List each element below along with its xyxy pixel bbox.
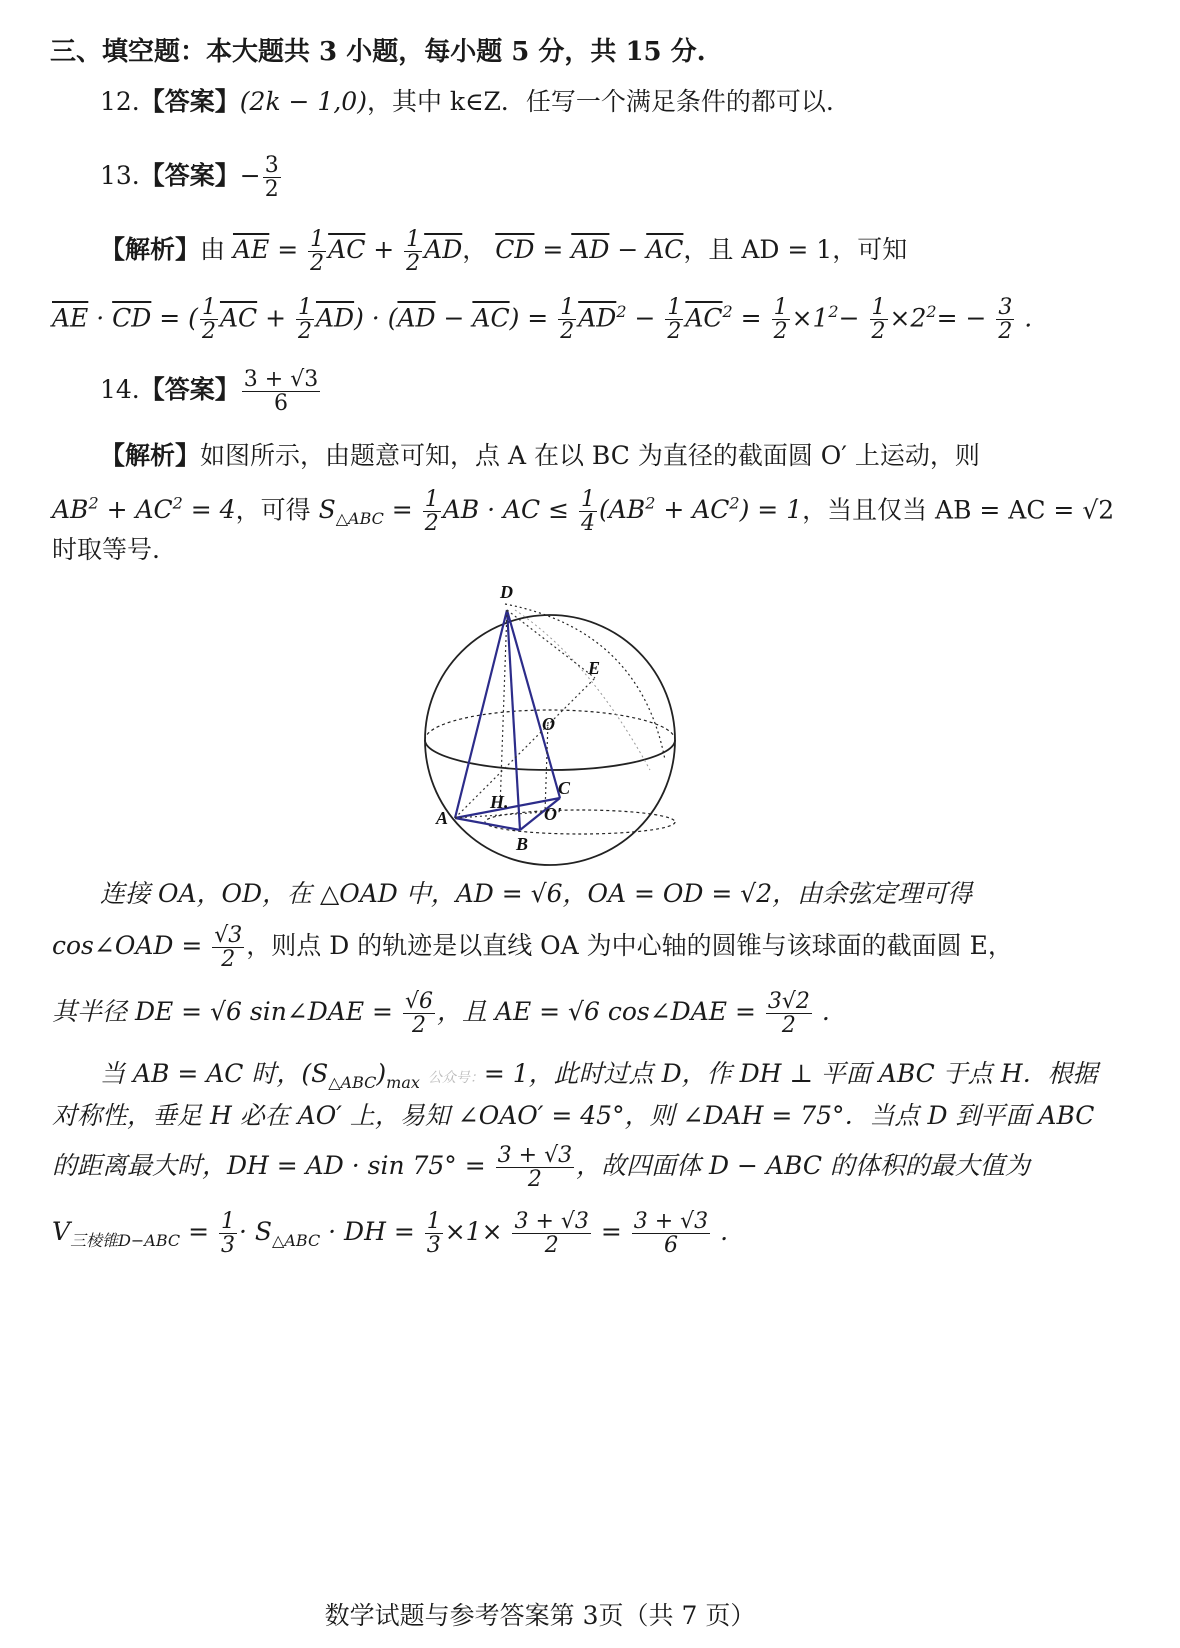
label-o: O [542, 714, 555, 734]
q14-eq-ab-ac: $AB^2 + AC^2 = 4$ [52, 494, 236, 525]
q13-tag: 【答案】 [139, 161, 240, 190]
sphere-tetrahedron-figure [420, 582, 690, 890]
q12-remark: ，其中 k∈Z．任写一个满足条件的都可以. [366, 87, 834, 116]
watermark-text: 公众号： [427, 1070, 484, 1086]
q14-analysis-tag: 【解析】 [100, 441, 201, 470]
q12-tag: 【答案】 [139, 87, 240, 116]
para3-line1: 当 AB = AC 时，$(S_{\triangle ABC})_{max}$ 公众号：= 1，此时过点 D，作 DH ⊥ 平面 ABC 于点 H．根据 [100, 1059, 1098, 1092]
q12-answer: (2k − 1,0) [239, 87, 367, 116]
q13-answer-fraction: $\frac{3}{2}$ [264, 152, 279, 202]
q14-analysis-line2: $AB^2 + AC^2 = 4$，可得 $S_{\triangle ABC}$ = $\frac{1}{2}$ AB · AC ≤ $\frac{1}{4}$ $(AB^2 + AC^2) = 1$，当且仅当 AB = AC = √2 [52, 487, 1115, 537]
para2-line1: 连接 OA，OD，在 △OAD 中，AD = √6，OA = OD = √2，由余弦定理可得 [100, 879, 973, 908]
q13-analysis-tag: 【解析】 [100, 235, 201, 264]
para2-line2: cos∠OAD = $\frac{√3}{2}$ ，则点 D 的轨迹是以直线 OA 为中心轴的圆锥与该球面的截面圆 E， [52, 922, 1013, 972]
section-header: 三、填空题：本大题共 3 小题，每小题 5 分，共 15 分. [50, 37, 706, 67]
para3-line4: $V_{三棱锥D-ABC}$ = $\frac{1}{3}$ · $S_{\triangle ABC}$ · DH = $\frac{1}{3}$ ×1× $\frac{3 + √3}{2}$ = $\frac{3 + √3}{6}$ . [52, 1208, 729, 1258]
label-h: H. [490, 792, 509, 812]
q14-analysis-line1: 【解析】如图所示，由题意可知，点 A 在以 BC 为直径的截面圆 O′ 上运动，则 [100, 441, 980, 470]
q14-tag: 【答案】 [139, 375, 240, 404]
q12-line [100, 82, 1180, 122]
q13-eq-cd: $\overline{CD} = \overline{AD} - \overline{AC}$ [495, 235, 684, 264]
circle-e-dotted [505, 604, 665, 760]
sphere-outline [425, 615, 675, 865]
page-footer: 数学试题与参考答案第 3页（共 7 页） [324, 1601, 756, 1630]
q13-number: 13. [100, 161, 140, 190]
label-e: E [588, 658, 601, 678]
label-b: B [516, 834, 529, 854]
q13-analysis-line1: 【解析】由 $\overline{AE}$ = $\frac{1}{2}$ $\overline{AC}$ + $\frac{1}{2}$ $\overline{AD}$， $\overline{CD} = \overline{AD} - \overline{AC}$，且 AD = 1，可知 [100, 226, 908, 276]
label-d: D [500, 582, 513, 602]
q13-line [100, 148, 1180, 204]
para2-line3: 其半径 DE = √6 sin∠DAE = $\frac{√6}{2}$ ，且 AE = √6 cos∠DAE = $\frac{3√2}{2}$ . [52, 988, 830, 1038]
q12-number: 12. [100, 87, 140, 116]
label-a: A [436, 808, 449, 828]
q14-eq-area: $S_{\triangle ABC}$ = $\frac{1}{2}$ AB · AC ≤ $\frac{1}{4}$ $(AB^2 + AC^2) = 1$ [318, 487, 803, 537]
label-c: C [558, 778, 571, 798]
para3-line3: 的距离最大时，DH = AD · sin 75° = $\frac{3 + √3}{2}$ ，故四面体 D − ABC 的体积的最大值为 [52, 1142, 1030, 1192]
q14-line [100, 362, 1180, 418]
q14-analysis-line3: 时取等号. [52, 535, 160, 564]
circle-o-prime [485, 810, 675, 834]
label-o-prime: O′ [544, 804, 563, 824]
q13-eq-ae: $\overline{AE}$ = $\frac{1}{2}$ $\overline{AC}$ + $\frac{1}{2}$ $\overline{AD}$ [232, 226, 463, 276]
para3-line2: 对称性，垂足 H 必在 AO′ 上，易知 ∠OAO′ = 45°，则 ∠DAH = 75°．当点 D 到平面 ABC [52, 1101, 1095, 1130]
q13-answer-sign: − [239, 161, 261, 190]
q14-answer-fraction: $\frac{3 + √3}{6}$ [243, 366, 319, 416]
q13-analysis-line2: $\overline{AE} \cdot \overline{CD}$ = ( $\frac{1}{2}$ $\overline{AC}$ + $\frac{1}{2}$ $\overline{AD}) \cdot (\overline{AD} - \overline{AC})$ = $\frac{1}{2}$ $\overline{AD}^2$ − $\frac{1}{2}$ $\overline{AC}^2$ = $\frac{1}{2}$ $\times 1^2-$ $\frac{1}{2}$ $\times 2^2=$ − $\frac{3}{2}$ . [52, 295, 1033, 345]
q14-number: 14. [100, 375, 140, 404]
